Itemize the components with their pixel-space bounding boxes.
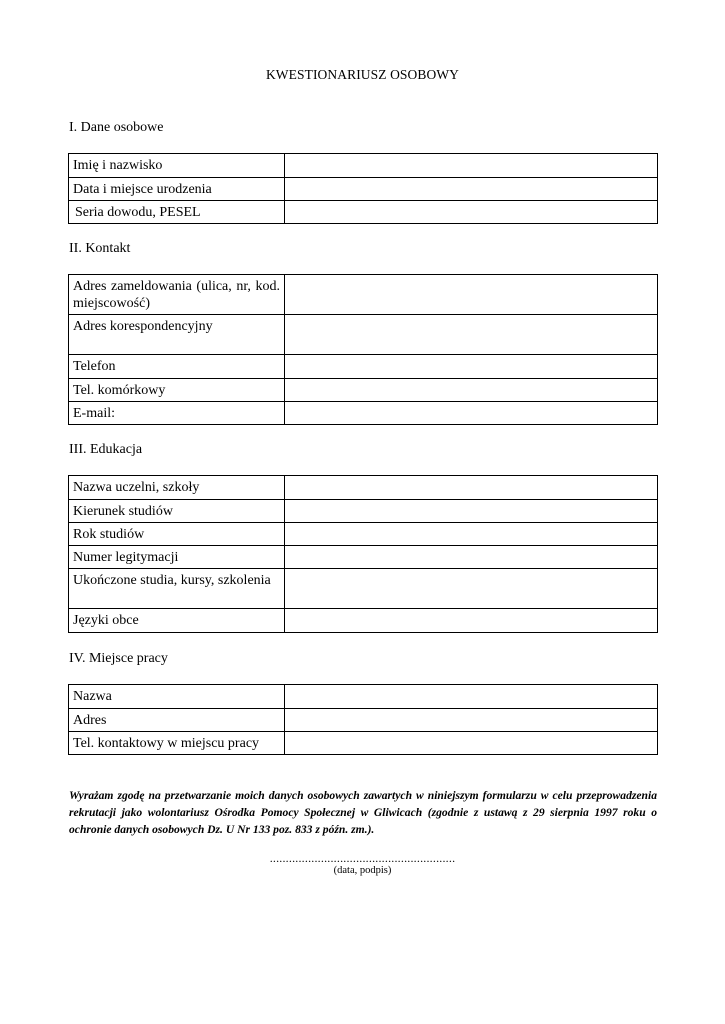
- signature-caption: (data, podpis): [333, 865, 392, 876]
- workplace-address-field[interactable]: [285, 709, 658, 732]
- field-label: Data i miejsce urodzenia: [69, 178, 285, 201]
- table-row: [69, 569, 658, 609]
- correspondence-address-field[interactable]: [285, 315, 658, 355]
- id-pesel-field[interactable]: [285, 201, 658, 224]
- section-heading-workplace: IV. Miejsce pracy: [69, 651, 168, 666]
- field-label: Imię i nazwisko: [69, 154, 285, 178]
- field-label: Adres zameldowania (ulica, nr, kod. miejscowość): [69, 275, 285, 315]
- email-field[interactable]: [285, 402, 658, 425]
- table-row: [69, 685, 658, 709]
- contact-table: [68, 274, 658, 425]
- table-row: [69, 379, 658, 402]
- completed-courses-field[interactable]: [285, 569, 658, 609]
- table-row: [69, 402, 658, 425]
- section-heading-contact: II. Kontakt: [69, 241, 131, 256]
- phone-field[interactable]: [285, 355, 658, 379]
- table-row: [69, 732, 658, 755]
- field-label: Nazwa uczelni, szkoły: [69, 476, 285, 500]
- table-row: [69, 275, 658, 315]
- consent-statement: Wyrażam zgodę na przetwarzanie moich danych osobowych zawartych w niniejszym formularzu w celu przeprowadzenia rekrutacji jako wolontariusz Ośrodka Pomocy Społecznej w Gliwicach (zgodnie z ustawą z 29 sierpnia 1997 roku o ochronie danych osobowych Dz. U Nr 133 poz. 833 z późn. zm.).: [69, 789, 657, 836]
- field-label: Seria dowodu, PESEL: [69, 201, 285, 224]
- table-row: [69, 178, 658, 201]
- field-label: Telefon: [69, 355, 285, 379]
- table-row: [69, 154, 658, 178]
- field-label: Adres korespondencyjny: [69, 315, 285, 355]
- field-label: Adres: [69, 709, 285, 732]
- table-row: [69, 476, 658, 500]
- table-row: [69, 609, 658, 633]
- field-label: Nazwa: [69, 685, 285, 709]
- workplace-table: [68, 684, 658, 755]
- table-row: [69, 500, 658, 523]
- mobile-phone-field[interactable]: [285, 379, 658, 402]
- table-row: [69, 523, 658, 546]
- field-label: Ukończone studia, kursy, szkolenia: [69, 569, 285, 609]
- name-field[interactable]: [285, 154, 658, 178]
- field-label: Tel. komórkowy: [69, 379, 285, 402]
- education-table: [68, 475, 658, 633]
- year-of-study-field[interactable]: [285, 523, 658, 546]
- foreign-languages-field[interactable]: [285, 609, 658, 633]
- table-row: [69, 201, 658, 224]
- table-row: [69, 709, 658, 732]
- field-label: Tel. kontaktowy w miejscu pracy: [69, 732, 285, 755]
- workplace-name-field[interactable]: [285, 685, 658, 709]
- field-label: Rok studiów: [69, 523, 285, 546]
- field-label: E-mail:: [69, 402, 285, 425]
- student-id-field[interactable]: [285, 546, 658, 569]
- school-name-field[interactable]: [285, 476, 658, 500]
- table-row: [69, 355, 658, 379]
- personal-data-table: [68, 153, 658, 224]
- table-row: [69, 546, 658, 569]
- field-of-study-field[interactable]: [285, 500, 658, 523]
- section-heading-personal-data: I. Dane osobowe: [69, 120, 164, 135]
- field-label: Kierunek studiów: [69, 500, 285, 523]
- table-row: [69, 315, 658, 355]
- field-label: Języki obce: [69, 609, 285, 633]
- section-heading-education: III. Edukacja: [69, 442, 143, 457]
- field-label: Numer legitymacji: [69, 546, 285, 569]
- registered-address-field[interactable]: [285, 275, 658, 315]
- birth-date-place-field[interactable]: [285, 178, 658, 201]
- form-title: KWESTIONARIUSZ OSOBOWY: [265, 67, 460, 82]
- workplace-phone-field[interactable]: [285, 732, 658, 755]
- signature-line[interactable]: ..........................................................: [269, 851, 456, 865]
